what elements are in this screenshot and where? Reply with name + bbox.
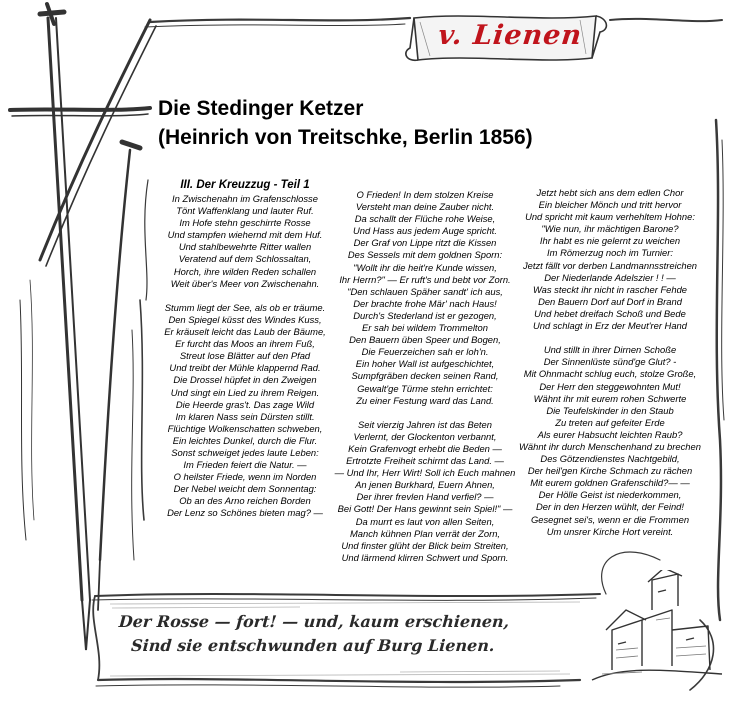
verse-line: Kein Grafenvogt erhebt die Beden — (348, 442, 502, 454)
verse-line: Zu einer Festung ward das Land. (356, 394, 494, 406)
verse-line: Der Lenz so Schönes bieten mag? — (167, 507, 323, 519)
verse-line: Und Hass aus jedem Auge spricht. (353, 225, 497, 237)
verse-line: Im Frieden feiert die Natur. — (183, 459, 307, 471)
verse-line: Er furcht das Moos an ihrem Fuß, (175, 338, 315, 350)
verse-line: Und hebet dreifach Schoß und Bede (534, 307, 686, 319)
stanza (150, 193, 340, 290)
verse-line: Und schlagt in Erz der Meut'rer Hand (533, 320, 687, 332)
poem-column-3 (512, 187, 708, 538)
verse-line: Und stahlbewehrte Ritter wallen (178, 241, 312, 253)
verse-line: Der Herr den steggewohnten Mut! (539, 380, 681, 392)
verse-line: Des Götzendienstes Nachtgebild, (540, 453, 680, 465)
poem-column-1 (150, 178, 340, 520)
verse-line: Ein hoher Wall ist aufgeschichtet, (355, 358, 495, 370)
verse-line: Und treibt der Mühle klappernd Rad. (169, 362, 321, 374)
verse-line: Veratend auf dem Schlossaltan, (178, 253, 312, 265)
verse-line: Wähnt ihr durch Menschenhand zu brechen (519, 440, 701, 452)
verse-line: Ein bleicher Mönch und tritt hervor (538, 199, 682, 211)
stanza (150, 302, 340, 520)
verse-line: Da schallt der Flüche rohe Weise, (354, 213, 496, 225)
verse-line: Gesegnet sei's, wenn er die Frommen (530, 513, 690, 525)
verse-line: Was steckt ihr nicht in rascher Fehde (532, 283, 688, 295)
verse-line: Der Nebel weicht dem Sonnentag: (173, 483, 317, 495)
verse-line: Der in den Herzen wühlt, der Feind! (536, 501, 684, 513)
verse-line: Die Heerde gras't. Das zage Wild (175, 398, 315, 410)
verse-line: "Den schlauen Späher sandt' ich aus, (347, 285, 503, 297)
verse-line: Ein leichtes Dunkel, durch die Flur. (172, 434, 318, 446)
verse-line: Die Teufelskinder in den Staub (546, 404, 674, 416)
quote-line-2: Sind sie entschwunden auf Burg Lienen. (130, 636, 496, 655)
verse-line: Jetzt fällt vor derben Landmannsstreichen (522, 259, 698, 271)
stanza (330, 189, 520, 407)
verse-line: Als eurer Habsucht leichten Raub? (537, 428, 683, 440)
verse-line: Um unsrer Kirche Hort vereint. (546, 525, 674, 537)
verse-line: Der Sinnenlüste sünd'ge Glut? - (543, 356, 677, 368)
verse-line: Durch's Stederland ist er gezogen, (353, 309, 497, 321)
verse-line: Manch kühnen Plan verrät der Zorn, (349, 527, 501, 539)
verse-line: Ob an des Arno reichen Borden (179, 495, 311, 507)
verse-line: Tönt Waffenklang und lauter Ruf. (176, 205, 314, 217)
verse-line: In Zwischenahn im Grafenschlosse (172, 193, 318, 204)
verse-line: Der brachte frohe Mär' nach Haus! (353, 297, 497, 309)
verse-line: Sumpfgräben decken seinen Rand, (351, 370, 499, 382)
verse-line: Und stillt in ihrer Dirnen Schoße (543, 344, 677, 356)
verse-line: Zu treten auf gefeiter Erde (555, 416, 665, 428)
section-heading: III. Der Kreuzzug - Teil 1 (180, 179, 310, 191)
page-title (158, 94, 578, 152)
verse-line: Versteht man deine Zauber nicht. (355, 201, 495, 213)
verse-line: Ihr Herrn?" — Er ruft's und bebt vor Zorn. (339, 273, 511, 285)
verse-line: Den Bauern üben Speer und Bogen, (349, 334, 501, 346)
verse-line: O heilster Friede, wenn im Norden (173, 471, 317, 483)
verse-line: Jetzt hebt sich ans dem edlen Chor (536, 187, 684, 198)
verse-line: Der Niederlande Adelszier ! ! — (544, 271, 676, 283)
verse-line: Den Bauern Dorf auf Dorf in Brand (538, 295, 682, 307)
verse-line: Im Hofe stehn geschirrte Rosse (179, 217, 311, 229)
verse-line: Die Feuerzeichen sah er loh'n. (361, 346, 489, 358)
title-line-2: (Heinrich von Treitschke, Berlin 1856) (158, 126, 533, 149)
closing-quote (116, 610, 559, 658)
verse-line: Wähnt ihr mit eurem rohen Schwerte (533, 392, 687, 404)
verse-line: Der Hölle Geist ist niederkommen, (538, 489, 682, 501)
verse-line: Und spricht mit kaum verhehltem Hohne: (525, 211, 695, 223)
crossed-swords-illustration (0, 0, 160, 701)
verse-line: An jenen Burkhard, Euern Ahnen, (355, 479, 495, 491)
verse-line: Da murrt es laut von allen Seiten, (355, 515, 495, 527)
verse-line: Und lärmend klirren Schwert und Sporn. (341, 551, 509, 563)
verse-line: "Wie nun, ihr mächtigen Barone? (541, 223, 679, 235)
verse-line: Und singt ein Lied zu ihrem Reigen. (170, 386, 320, 398)
verse-line: Ihr habt es nie gelernt zu weichen (539, 235, 681, 247)
verse-line: Gewalt'ge Türme stehn errichtet: (357, 382, 493, 394)
stanza (512, 344, 708, 538)
verse-line: Streut lose Blätter auf den Pfad (179, 350, 311, 362)
banner-title: v. Lienen (436, 20, 584, 51)
verse-line: Der heil'gen Kirche Schmach zu rächen (527, 465, 693, 477)
stanza (330, 419, 520, 564)
poem-column-2 (330, 189, 520, 564)
verse-line: Den Spiegel küsst des Windes Kuss, (168, 313, 322, 325)
verse-line: Der Graf von Lippe ritzt die Kissen (353, 237, 497, 249)
stanza (512, 187, 708, 332)
verse-line: Und stampfen wiehernd mit dem Huf. (167, 229, 323, 241)
verse-line: Horch, ihre wilden Reden schallen (173, 265, 317, 277)
verse-line: Mit Ohnmacht schlug euch, stolze Große, (523, 368, 697, 380)
verse-line: O Frieden! In dem stolzen Kreise (356, 189, 494, 200)
verse-line: "Wollt ihr die heit're Kunde wissen, (353, 261, 497, 273)
verse-line: Verlernt, der Glockenton verbannt, (353, 430, 497, 442)
title-line-1: Die Stedinger Ketzer (158, 97, 364, 120)
verse-line: Im klaren Nass sein Dürsten stillt. (175, 410, 315, 422)
verse-line: Die Drossel hüpfet in den Zweigen (173, 374, 317, 386)
verse-line: Er sah bei wildem Trommelton (362, 322, 488, 334)
verse-line: Des Sessels mit dem goldnen Sporn: (347, 249, 503, 261)
verse-line: Flüchtige Wolkenschatten schweben, (167, 422, 323, 434)
verse-line: Im Römerzug noch im Turnier: (547, 247, 673, 259)
verse-line: Der ihrer frevlen Hand verfiel? — (356, 491, 494, 503)
quote-line-1: Der Rosse — fort! — und, kaum erschienen, (118, 612, 510, 631)
verse-line: — Und Ihr, Herr Wirt! Soll ich Euch mahnen (334, 467, 516, 479)
verse-line: Ertrotzte Freiheit schirmt das Land. — (346, 455, 504, 467)
verse-line: Und finster glüht der Blick beim Streiten, (341, 539, 509, 551)
verse-line: Er kräuselt leicht das Laub der Bäume, (164, 326, 326, 338)
verse-line: Bei Gott! Der Hans gewinnt sein Spiel!" — (337, 503, 513, 515)
verse-line: Stumm liegt der See, als ob er träume. (164, 301, 326, 313)
verse-line: Weit über's Meer von Zwischenahn. (170, 277, 320, 289)
verse-line: Seit vierzig Jahren ist das Beten (358, 418, 492, 430)
verse-line: Sonst schweiget jedes laute Leben: (171, 446, 319, 458)
verse-line: Mit eurem goldnen Grafenschild?— — (530, 477, 690, 489)
castle-illustration (582, 570, 732, 690)
